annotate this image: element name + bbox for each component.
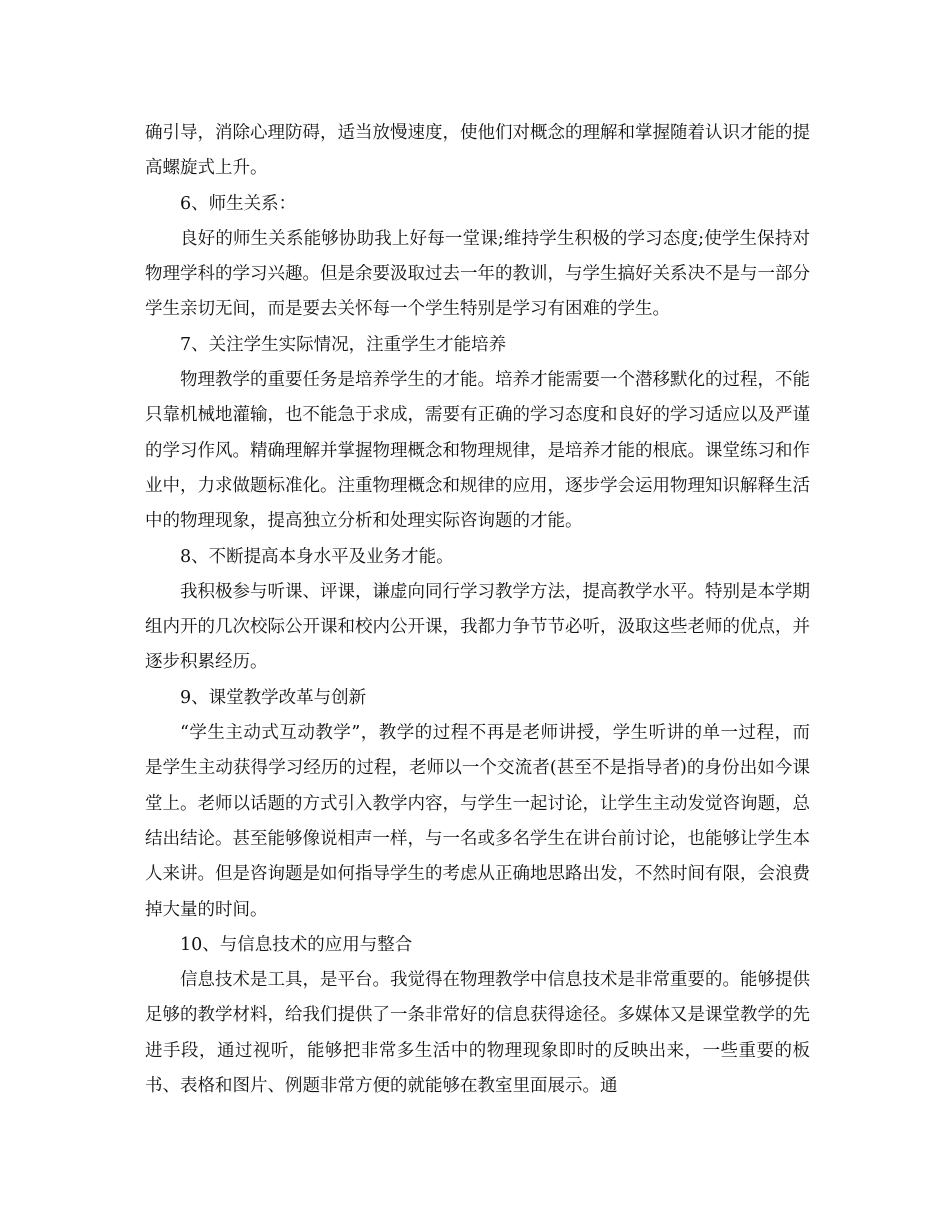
section-heading-7: 7、关注学生实际情况，注重学生才能培养: [180, 334, 507, 355]
paragraph-ability-training: 物理教学的重要任务是培养学生的才能。培养才能需要一个潜移默化的过程，不能只靠机械地灌输，也不能急于求成，需要有正确的学习态度和良好的学习适应以及严谨的学习作风。精确理解并掌握物理概念和物理规律，是培养才能的根底。课堂练习和作业中，力求做题标准化。注重物理概念和规律的应用，逐步学会运用物理知识解释生活中的物理现象，提高独立分析和处理实际咨询题的才能。: [145, 370, 810, 532]
section-heading-10: 10、与信息技术的应用与整合: [180, 934, 413, 955]
paragraph-teacher-student-relationship: 良好的师生关系能够协助我上好每一堂课;维持学生积极的学习态度;使学生保持对物理学科的学习兴趣。但是余要汲取过去一年的教训，与学生搞好关系决不是与一部分学生亲切无间，而是要去关怀每一个学生特别是学习有困难的学生。: [145, 228, 810, 320]
document-body: [145, 116, 810, 1104]
paragraph-classroom-reform: “学生主动式互动教学”，教学的过程不再是老师讲授，学生听讲的单一过程，而是学生主动获得学习经历的过程，老师以一个交流者(甚至不是指导者)的身份出如今课堂上。老师以话题的方式引入教学内容，与学生一起讨论，让学生主动发觉咨询题，总结出结论。甚至能够像说相声一样，与一名或多名学生在讲台前讨论，也能够让学生本人来讲。但是咨询题是如何指导学生的考虑从正确地思路出发，不然时间有限，会浪费掉大量的时间。: [145, 723, 810, 920]
paragraph-self-improvement: 我积极参与听课、评课，谦虚向同行学习教学方法，提高教学水平。特别是本学期组内开的几次校际公开课和校内公开课，我都力争节节必听，汲取这些老师的优点，并逐步积累经历。: [145, 581, 810, 673]
paragraph-information-technology: 信息技术是工具，是平台。我觉得在物理教学中信息技术是非常重要的。能够提供足够的教学材料，给我们提供了一条非常好的信息获得途径。多媒体又是课堂教学的先进手段，通过视听，能够把非常多生活中的物理现象即时的反映出来，一些重要的板书、表格和图片、例题非常方便的就能够在教室里面展示。通: [145, 970, 810, 1097]
section-heading-8: 8、不断提高本身水平及业务才能。: [180, 546, 454, 567]
section-heading-9: 9、课堂教学改革与创新: [180, 687, 367, 708]
section-heading-6: 6、师生关系：: [180, 193, 297, 214]
paragraph-continuation: 确引导，消除心理防碍，适当放慢速度，使他们对概念的理解和掌握随着认识才能的提高螺旋式上升。: [145, 123, 810, 179]
